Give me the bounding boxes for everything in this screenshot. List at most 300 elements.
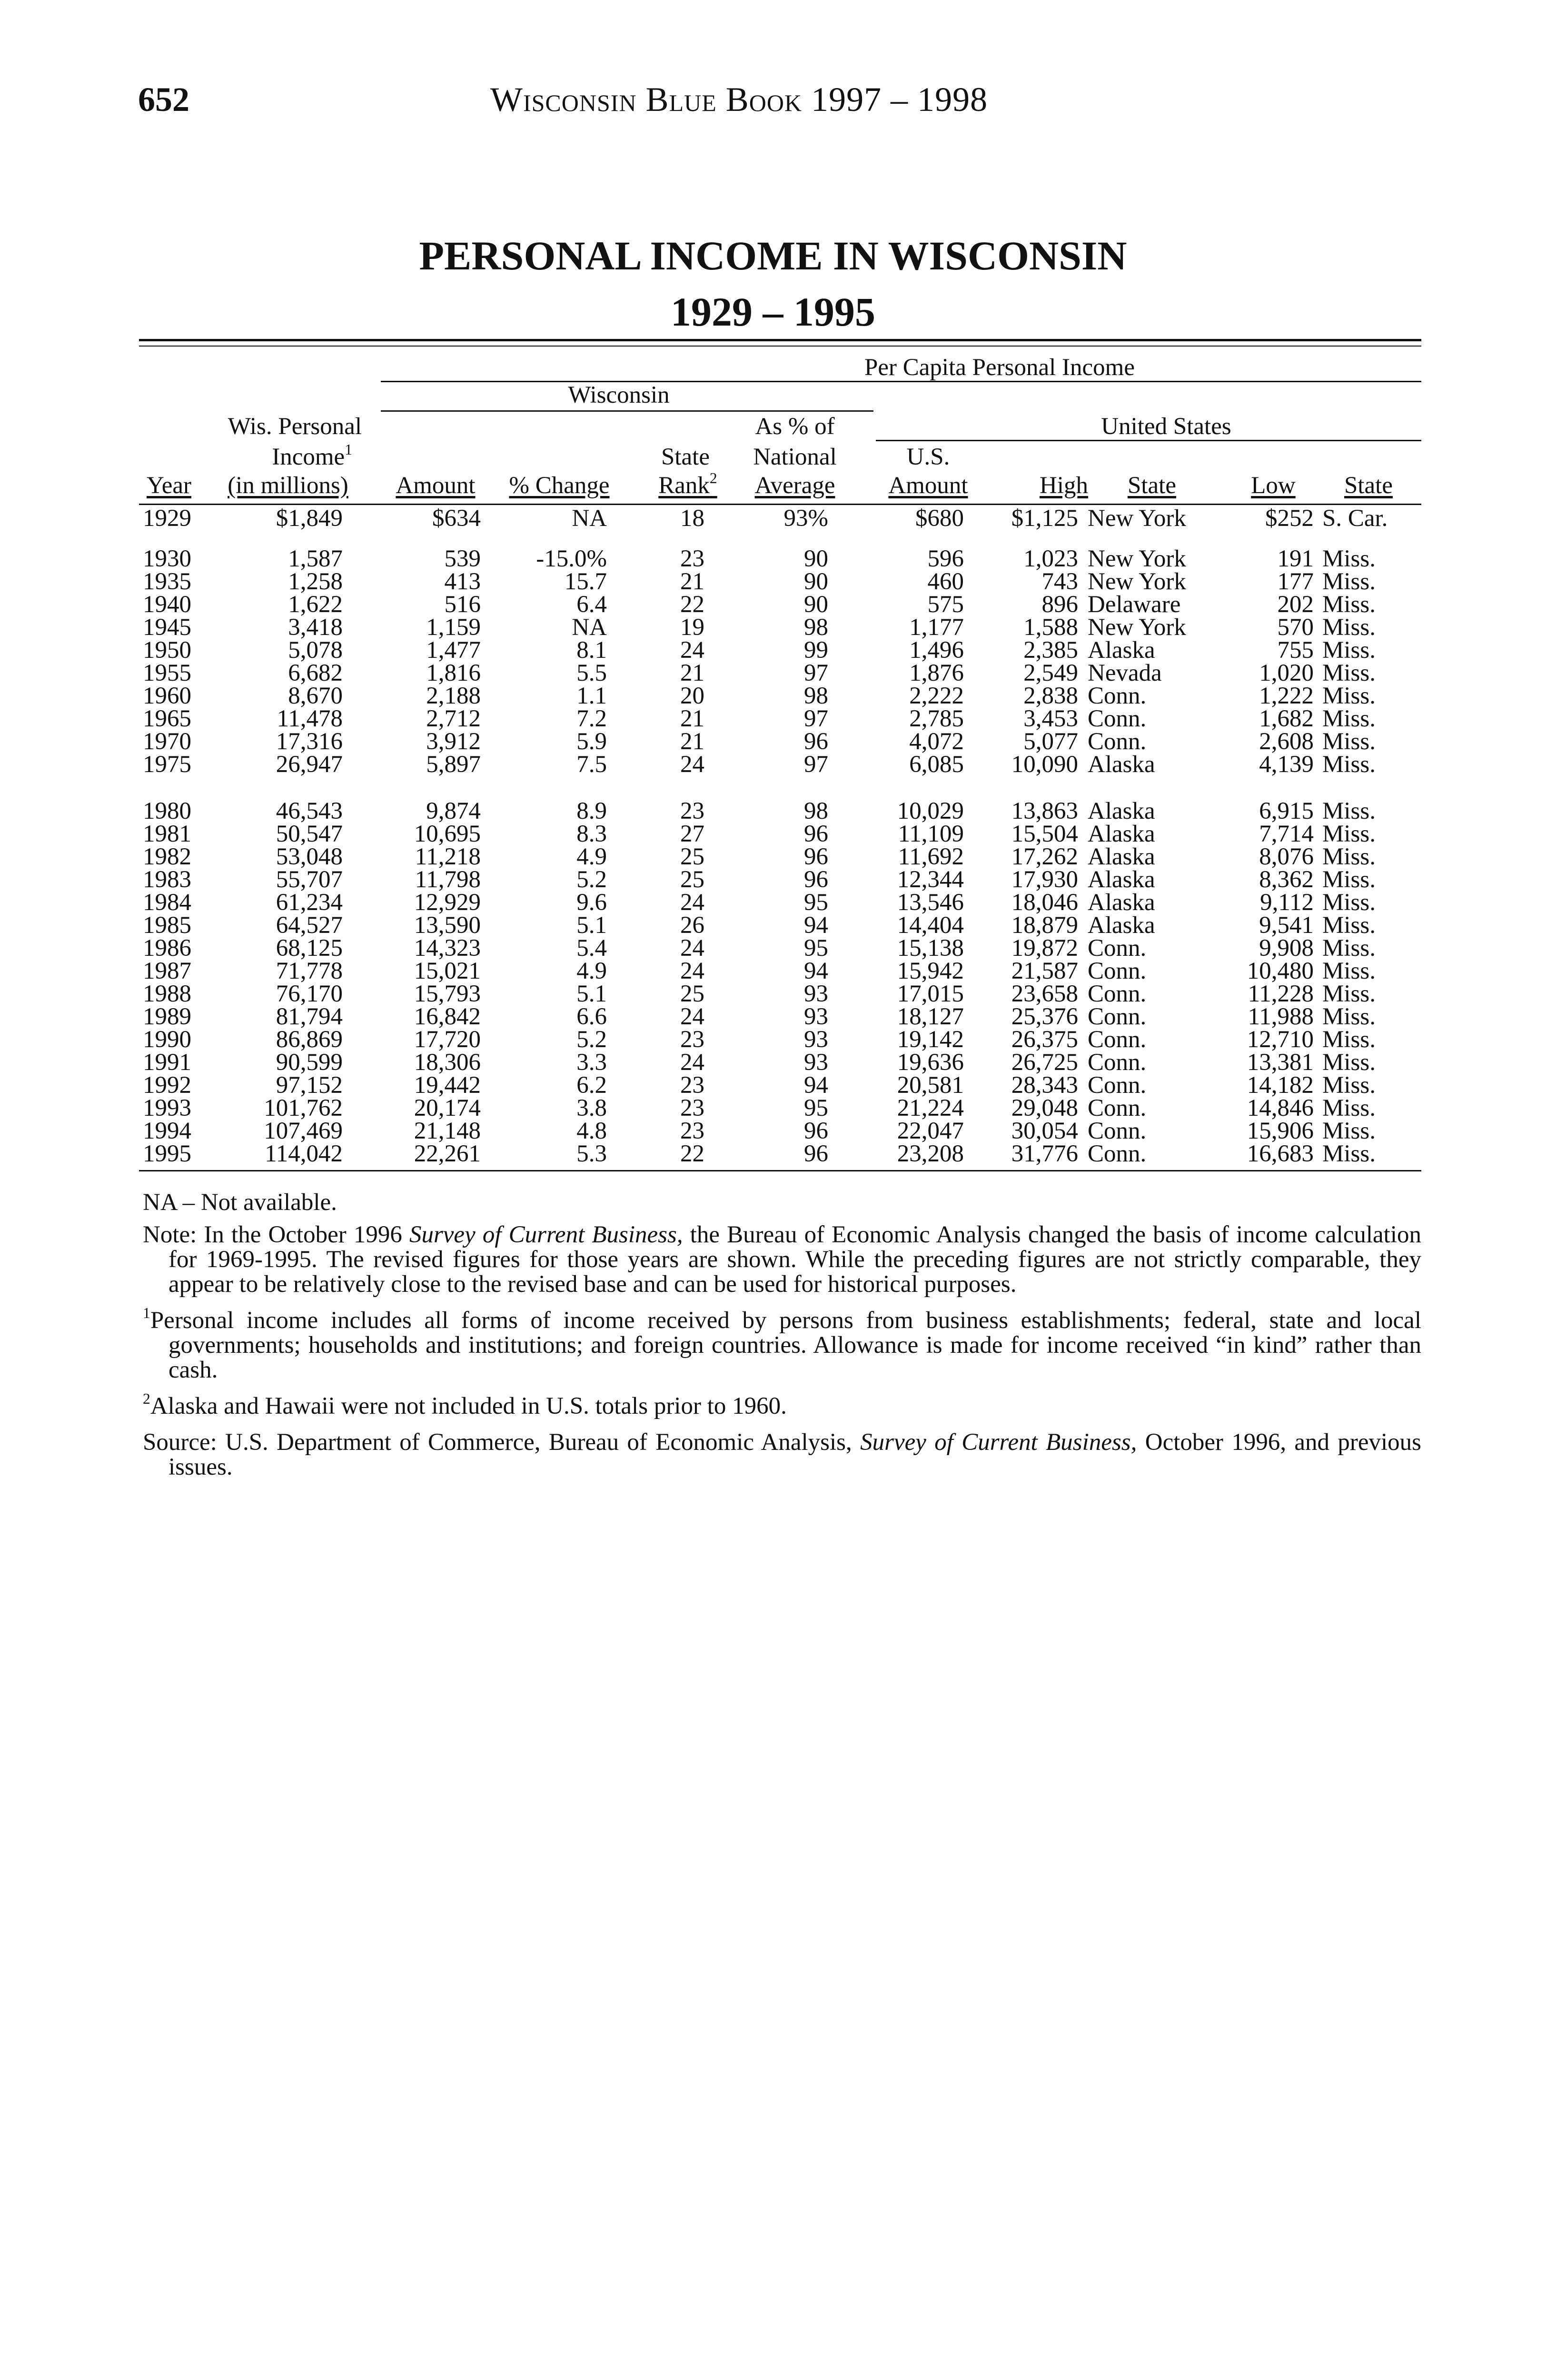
pct-change-cell: 6.4	[576, 591, 607, 618]
high-state-cell: Conn.	[1088, 728, 1147, 755]
low-amount-cell: $252	[1265, 505, 1314, 532]
revision-note-source: Survey of Current Business,	[409, 1221, 683, 1248]
wis-income-cell: $1,849	[276, 505, 343, 532]
state-rank-cell: 19	[680, 614, 704, 641]
footnote-1-text: Personal income includes all forms of income received by persons from business establishments; federal, state and local governments; households and institutions; and foreign countries. Allowance is made for income received “in kind” rather than cash.	[150, 1307, 1421, 1383]
low-state-cell: Miss.	[1322, 889, 1376, 916]
wis-amount-cell: 5,897	[426, 751, 481, 778]
wis-amount-cell: 15,021	[414, 958, 481, 984]
state-rank-cell: 23	[680, 1118, 704, 1144]
header-pct-change	[495, 471, 624, 500]
high-state-cell: Alaska	[1088, 843, 1155, 870]
low-amount-cell: 15,906	[1247, 1118, 1314, 1144]
wis-income-cell: 3,418	[288, 614, 343, 641]
high-amount-cell: 743	[1041, 568, 1078, 595]
wis-income-cell: 17,316	[276, 728, 343, 755]
pct-national-cell: 95	[804, 1095, 828, 1121]
us-amount-cell: 21,224	[897, 1095, 964, 1121]
revision-note-prefix: Note: In the October 1996	[143, 1221, 409, 1248]
pct-change-cell: 15.7	[564, 568, 607, 595]
high-state-cell: New York	[1088, 568, 1186, 595]
header-state-label: State	[661, 444, 710, 470]
pct-national-cell: 96	[804, 1118, 828, 1144]
year-cell: 1984	[143, 889, 191, 916]
header-us-label: U.S.	[906, 444, 950, 470]
table-row	[0, 823, 1546, 845]
high-amount-cell: 17,262	[1011, 843, 1078, 870]
title-line-2: 1929 – 1995	[671, 289, 875, 335]
table-row	[0, 1028, 1546, 1051]
wis-income-cell: 81,794	[276, 1003, 343, 1030]
pct-national-cell: 94	[804, 958, 828, 984]
year-cell: 1989	[143, 1003, 191, 1030]
year-cell: 1965	[143, 705, 191, 732]
header-united-states: United States	[1101, 413, 1231, 440]
year-cell: 1987	[143, 958, 191, 984]
table-row	[0, 616, 1546, 639]
pct-national-cell: 97	[804, 751, 828, 778]
low-amount-cell: 12,710	[1247, 1026, 1314, 1053]
high-amount-cell: 10,090	[1011, 751, 1078, 778]
state-rank-cell: 24	[680, 1049, 704, 1076]
header-us-amount	[871, 471, 985, 500]
high-amount-cell: 21,587	[1011, 958, 1078, 984]
table-row	[0, 1005, 1546, 1028]
low-state-cell: Miss.	[1322, 1095, 1376, 1121]
table-row	[0, 1074, 1546, 1097]
high-state-cell: Alaska	[1088, 912, 1155, 939]
low-amount-cell: 8,362	[1259, 866, 1314, 893]
pct-change-cell: 9.6	[576, 889, 607, 916]
high-amount-cell: $1,125	[1011, 505, 1078, 532]
running-head-title: Wisconsin Blue Book	[490, 80, 803, 119]
table-row	[0, 914, 1546, 937]
year-cell: 1995	[143, 1140, 191, 1167]
pct-national-cell: 98	[804, 798, 828, 824]
state-rank-cell: 24	[680, 958, 704, 984]
revision-note-rest: the Bureau of Economic Analysis changed the basis of income calculation for 1969-1995. The revised figures for those years are shown. While the preceding figures are not strictly comparable, they appear to be relatively close to the revised base and can be used for historical purposes.	[168, 1221, 1421, 1298]
low-amount-cell: 1,682	[1259, 705, 1314, 732]
state-rank-cell: 24	[680, 935, 704, 962]
pct-change-cell: 4.9	[576, 958, 607, 984]
pct-national-cell: 93%	[783, 505, 828, 532]
low-amount-cell: 14,182	[1247, 1072, 1314, 1099]
state-rank-cell: 25	[680, 981, 704, 1007]
low-state-cell: Miss.	[1322, 821, 1376, 847]
wis-income-cell: 46,543	[276, 798, 343, 824]
state-rank-cell: 23	[680, 545, 704, 572]
wis-amount-cell: 22,261	[414, 1140, 481, 1167]
wis-amount-cell: 11,798	[415, 866, 481, 893]
us-amount-cell: 6,085	[909, 751, 964, 778]
wis-income-cell: 6,682	[288, 660, 343, 686]
high-amount-cell: 29,048	[1011, 1095, 1078, 1121]
low-state-cell: Miss.	[1322, 545, 1376, 572]
year-cell: 1945	[143, 614, 191, 641]
year-cell: 1993	[143, 1095, 191, 1121]
low-state-cell: Miss.	[1322, 728, 1376, 755]
header-per-capita: Per Capita Personal Income	[864, 354, 1135, 381]
header-low-label: Low	[1251, 472, 1296, 499]
source-note	[143, 1430, 1421, 1479]
year-cell: 1981	[143, 821, 191, 847]
pct-national-cell: 97	[804, 705, 828, 732]
pct-national-cell: 93	[804, 1003, 828, 1030]
wis-income-cell: 101,762	[264, 1095, 343, 1121]
us-amount-cell: 4,072	[909, 728, 964, 755]
header-wisconsin: Wisconsin	[568, 382, 670, 408]
header-amount-label: Amount	[396, 472, 476, 499]
us-amount-cell: 1,876	[909, 660, 964, 686]
high-state-cell: Conn.	[1088, 1026, 1147, 1053]
us-amount-cell: 22,047	[897, 1118, 964, 1144]
us-amount-cell: 2,785	[909, 705, 964, 732]
pct-change-cell: 5.5	[576, 660, 607, 686]
pct-change-cell: 8.1	[576, 637, 607, 664]
pct-change-cell: NA	[572, 614, 607, 641]
wis-amount-cell: 2,712	[426, 705, 481, 732]
pct-change-cell: 5.4	[576, 935, 607, 962]
year-cell: 1983	[143, 866, 191, 893]
high-amount-cell: 896	[1041, 591, 1078, 618]
header-state-high-label: State	[1128, 472, 1176, 499]
state-rank-cell: 25	[680, 843, 704, 870]
pct-national-cell: 96	[804, 1140, 828, 1167]
low-state-cell: Miss.	[1322, 591, 1376, 618]
wis-income-cell: 68,125	[276, 935, 343, 962]
pct-change-cell: 7.2	[576, 705, 607, 732]
header-us-amount-label: Amount	[888, 472, 968, 499]
low-state-cell: Miss.	[1322, 614, 1376, 641]
us-amount-cell: 460	[927, 568, 964, 595]
low-amount-cell: 7,714	[1259, 821, 1314, 847]
header-bottom-rule	[139, 504, 1421, 505]
header-low	[1238, 471, 1309, 500]
table-row	[0, 730, 1546, 753]
year-cell: 1940	[143, 591, 191, 618]
state-rank-cell: 25	[680, 866, 704, 893]
high-amount-cell: 30,054	[1011, 1118, 1078, 1144]
us-amount-cell: $680	[915, 505, 964, 532]
footnote-1	[143, 1304, 1421, 1383]
wis-income-cell: 1,258	[288, 568, 343, 595]
wis-amount-cell: 13,590	[414, 912, 481, 939]
pct-change-cell: 8.9	[576, 798, 607, 824]
top-rule-thick	[139, 339, 1421, 341]
us-amount-cell: 18,127	[897, 1003, 964, 1030]
year-cell: 1955	[143, 660, 191, 686]
low-amount-cell: 11,988	[1248, 1003, 1314, 1030]
header-high-label: High	[1040, 472, 1088, 499]
header-state-high	[1104, 471, 1199, 500]
source-prefix: Source: U.S. Department of Commerce, Bureau of Economic Analysis,	[143, 1429, 861, 1456]
year-cell: 1992	[143, 1072, 191, 1099]
high-state-cell: Alaska	[1088, 889, 1155, 916]
high-state-cell: Conn.	[1088, 1118, 1147, 1144]
high-amount-cell: 18,879	[1011, 912, 1078, 939]
wis-amount-cell: 16,842	[414, 1003, 481, 1030]
state-rank-cell: 23	[680, 1072, 704, 1099]
year-cell: 1980	[143, 798, 191, 824]
high-state-cell: Alaska	[1088, 637, 1155, 664]
pct-national-cell: 94	[804, 1072, 828, 1099]
table-row	[0, 868, 1546, 891]
high-state-cell: Delaware	[1088, 591, 1181, 618]
high-state-cell: Alaska	[1088, 866, 1155, 893]
pct-change-cell: 6.2	[576, 1072, 607, 1099]
wis-amount-cell: $634	[432, 505, 481, 532]
high-state-cell: Conn.	[1088, 1003, 1147, 1030]
pct-national-cell: 93	[804, 1026, 828, 1053]
wis-amount-cell: 1,477	[426, 637, 481, 664]
high-amount-cell: 23,658	[1011, 981, 1078, 1007]
pct-change-cell: 5.2	[576, 1026, 607, 1053]
wisconsin-rule	[381, 410, 873, 412]
high-amount-cell: 2,549	[1023, 660, 1078, 686]
state-rank-cell: 21	[680, 728, 704, 755]
table-row	[0, 1142, 1546, 1165]
high-amount-cell: 2,385	[1023, 637, 1078, 664]
wis-income-cell: 61,234	[276, 889, 343, 916]
low-state-cell: Miss.	[1322, 751, 1376, 778]
us-amount-cell: 17,015	[897, 981, 964, 1007]
wis-amount-cell: 1,816	[426, 660, 481, 686]
running-head-years: 1997 – 1998	[811, 80, 988, 119]
table-row	[0, 593, 1546, 616]
high-amount-cell: 17,930	[1011, 866, 1078, 893]
year-cell: 1994	[143, 1118, 191, 1144]
footnote-1-mark: 1	[143, 1304, 150, 1321]
high-state-cell: Conn.	[1088, 981, 1147, 1007]
low-state-cell: Miss.	[1322, 912, 1376, 939]
state-rank-cell: 24	[680, 889, 704, 916]
low-amount-cell: 755	[1277, 637, 1314, 664]
low-amount-cell: 1,222	[1259, 683, 1314, 709]
low-state-cell: Miss.	[1322, 1072, 1376, 1099]
us-amount-cell: 1,496	[909, 637, 964, 664]
pct-national-cell: 97	[804, 660, 828, 686]
low-amount-cell: 9,112	[1260, 889, 1314, 916]
header-rank	[647, 471, 728, 500]
state-rank-cell: 21	[680, 660, 704, 686]
table-row	[0, 982, 1546, 1005]
pct-national-cell: 96	[804, 843, 828, 870]
wis-income-cell: 11,478	[277, 705, 343, 732]
wis-amount-cell: 14,323	[414, 935, 481, 962]
pct-change-cell: 1.1	[576, 683, 607, 709]
pct-national-cell: 98	[804, 614, 828, 641]
year-cell: 1930	[143, 545, 191, 572]
header-pct-change-label: % Change	[509, 472, 610, 499]
high-state-cell: Conn.	[1088, 958, 1147, 984]
wis-income-cell: 26,947	[276, 751, 343, 778]
year-cell: 1991	[143, 1049, 191, 1076]
us-amount-cell: 15,942	[897, 958, 964, 984]
high-amount-cell: 15,504	[1011, 821, 1078, 847]
low-state-cell: Miss.	[1322, 866, 1376, 893]
pct-change-cell: 5.2	[576, 866, 607, 893]
low-amount-cell: 14,846	[1247, 1095, 1314, 1121]
wis-amount-cell: 413	[444, 568, 481, 595]
page-number: 652	[138, 80, 189, 119]
wis-income-cell: 1,622	[288, 591, 343, 618]
us-amount-cell: 20,581	[897, 1072, 964, 1099]
low-state-cell: Miss.	[1322, 1003, 1376, 1030]
pct-national-cell: 96	[804, 866, 828, 893]
wis-amount-cell: 20,174	[414, 1095, 481, 1121]
pct-national-cell: 90	[804, 591, 828, 618]
us-amount-cell: 14,404	[897, 912, 964, 939]
state-rank-cell: 26	[680, 912, 704, 939]
pct-change-cell: 7.5	[576, 751, 607, 778]
year-cell: 1950	[143, 637, 191, 664]
low-state-cell: Miss.	[1322, 935, 1376, 962]
table-row	[0, 753, 1546, 776]
high-amount-cell: 5,077	[1023, 728, 1078, 755]
us-amount-cell: 19,636	[897, 1049, 964, 1076]
wis-income-cell: 53,048	[276, 843, 343, 870]
table-row	[0, 662, 1546, 684]
table-row	[0, 547, 1546, 570]
pct-change-cell: NA	[572, 505, 607, 532]
title-line-1: PERSONAL INCOME IN WISCONSIN	[419, 233, 1127, 278]
table-row	[0, 570, 1546, 593]
header-state-low-label: State	[1344, 472, 1393, 499]
year-cell: 1935	[143, 568, 191, 595]
low-amount-cell: 9,908	[1259, 935, 1314, 962]
low-state-cell: S. Car.	[1322, 505, 1388, 532]
us-amount-cell: 12,344	[897, 866, 964, 893]
pct-change-cell: 3.3	[576, 1049, 607, 1076]
pct-change-cell: -15.0%	[536, 545, 607, 572]
low-amount-cell: 10,480	[1247, 958, 1314, 984]
high-amount-cell: 25,376	[1011, 1003, 1078, 1030]
state-rank-cell: 21	[680, 705, 704, 732]
top-rule-thin	[139, 346, 1421, 347]
us-amount-cell: 11,692	[898, 843, 964, 870]
wis-amount-cell: 9,874	[426, 798, 481, 824]
high-amount-cell: 26,725	[1011, 1049, 1078, 1076]
wis-amount-cell: 516	[444, 591, 481, 618]
notes	[143, 1190, 1421, 1491]
low-state-cell: Miss.	[1322, 637, 1376, 664]
header-high	[1014, 471, 1114, 500]
pct-national-cell: 95	[804, 935, 828, 962]
high-amount-cell: 1,023	[1023, 545, 1078, 572]
wis-amount-cell: 21,148	[414, 1118, 481, 1144]
wis-amount-cell: 12,929	[414, 889, 481, 916]
wis-income-cell: 107,469	[264, 1118, 343, 1144]
pct-change-cell: 3.8	[576, 1095, 607, 1121]
header-state-low	[1328, 471, 1409, 500]
footnote-2-mark: 2	[143, 1390, 150, 1407]
low-amount-cell: 13,381	[1247, 1049, 1314, 1076]
high-state-cell: New York	[1088, 545, 1186, 572]
pct-change-cell: 5.3	[576, 1140, 607, 1167]
us-amount-cell: 596	[927, 545, 964, 572]
state-rank-cell: 18	[680, 505, 704, 532]
footnote-1-ref: 1	[345, 441, 352, 458]
us-amount-cell: 13,546	[897, 889, 964, 916]
year-cell: 1960	[143, 683, 191, 709]
state-rank-cell: 24	[680, 1003, 704, 1030]
us-amount-cell: 23,208	[897, 1140, 964, 1167]
low-state-cell: Miss.	[1322, 1026, 1376, 1053]
table-row	[0, 800, 1546, 823]
high-state-cell: Conn.	[1088, 1049, 1147, 1076]
header-income	[181, 443, 352, 471]
united-states-rule	[876, 440, 1421, 441]
wis-amount-cell: 11,218	[415, 843, 481, 870]
year-cell: 1990	[143, 1026, 191, 1053]
wis-amount-cell: 18,306	[414, 1049, 481, 1076]
state-rank-cell: 21	[680, 568, 704, 595]
low-state-cell: Miss.	[1322, 568, 1376, 595]
year-cell: 1985	[143, 912, 191, 939]
high-amount-cell: 1,588	[1023, 614, 1078, 641]
low-amount-cell: 11,228	[1248, 981, 1314, 1007]
wis-income-cell: 1,587	[288, 545, 343, 572]
state-rank-cell: 20	[680, 683, 704, 709]
us-amount-cell: 11,109	[898, 821, 964, 847]
low-amount-cell: 16,683	[1247, 1140, 1314, 1167]
pct-national-cell: 90	[804, 545, 828, 572]
high-amount-cell: 18,046	[1011, 889, 1078, 916]
high-state-cell: Conn.	[1088, 935, 1147, 962]
state-rank-cell: 22	[680, 591, 704, 618]
high-state-cell: New York	[1088, 614, 1186, 641]
header-year-label: Year	[147, 472, 191, 499]
table-row	[0, 891, 1546, 914]
year-cell: 1988	[143, 981, 191, 1007]
source-title: Survey of Current Business,	[860, 1429, 1137, 1456]
year-cell: 1929	[143, 505, 191, 532]
pct-change-cell: 4.8	[576, 1118, 607, 1144]
us-amount-cell: 2,222	[909, 683, 964, 709]
header-average	[733, 471, 857, 500]
low-amount-cell: 570	[1277, 614, 1314, 641]
state-rank-cell: 23	[680, 1095, 704, 1121]
high-state-cell: Conn.	[1088, 1072, 1147, 1099]
high-state-cell: Alaska	[1088, 821, 1155, 847]
wis-amount-cell: 3,912	[426, 728, 481, 755]
high-state-cell: Alaska	[1088, 751, 1155, 778]
high-amount-cell: 26,375	[1011, 1026, 1078, 1053]
high-amount-cell: 19,872	[1011, 935, 1078, 962]
wis-income-cell: 97,152	[276, 1072, 343, 1099]
pct-national-cell: 99	[804, 637, 828, 664]
low-amount-cell: 177	[1277, 568, 1314, 595]
wis-income-cell: 90,599	[276, 1049, 343, 1076]
wis-amount-cell: 17,720	[414, 1026, 481, 1053]
us-amount-cell: 19,142	[897, 1026, 964, 1053]
footnote-2-text: Alaska and Hawaii were not included in U.S. totals prior to 1960.	[150, 1393, 787, 1419]
table-row	[0, 707, 1546, 730]
year-cell: 1975	[143, 751, 191, 778]
pct-change-cell: 5.9	[576, 728, 607, 755]
year-cell: 1970	[143, 728, 191, 755]
wis-amount-cell: 2,188	[426, 683, 481, 709]
wis-amount-cell: 19,442	[414, 1072, 481, 1099]
table-row	[0, 960, 1546, 982]
pct-national-cell: 95	[804, 889, 828, 916]
wis-income-cell: 5,078	[288, 637, 343, 664]
header-in-millions	[209, 471, 367, 500]
wis-income-cell: 50,547	[276, 821, 343, 847]
low-state-cell: Miss.	[1322, 843, 1376, 870]
revision-note	[143, 1222, 1421, 1297]
page-title	[0, 228, 1546, 340]
